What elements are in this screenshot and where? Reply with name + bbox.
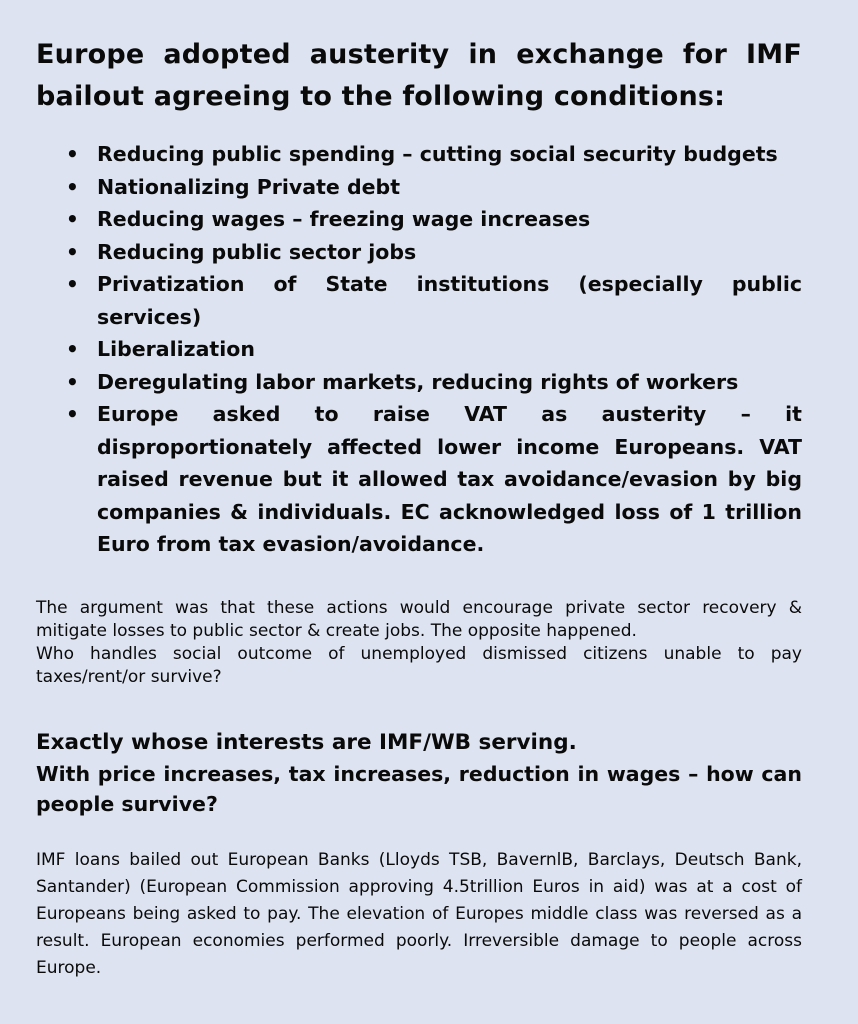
- bullet-icon: •: [66, 369, 79, 394]
- bullet-icon: •: [66, 207, 79, 231]
- condition-item: [66, 138, 802, 171]
- condition-item: [66, 203, 802, 236]
- conditions-list: [36, 138, 802, 561]
- condition-text: Europe asked to raise VAT as austerity – it disproportionately affected lower income Europeans. VAT raised revenue but it allowed tax avoidance/evasion by big companies & individuals. EC acknowledged loss of 1 trillion Euro from tax evasion/avoidance.: [97, 402, 802, 556]
- page-title: Europe adopted austerity in exchange for IMF bailout agreeing to the following conditions:: [36, 39, 802, 112]
- condition-text: Reducing public spending – cutting social security budgets: [97, 142, 778, 166]
- condition-item: [66, 268, 802, 333]
- condition-item: [66, 236, 802, 269]
- bullet-icon: •: [66, 174, 79, 199]
- bullet-icon: •: [66, 272, 79, 296]
- condition-text: Liberalization: [97, 337, 255, 361]
- condition-item: [66, 171, 802, 204]
- condition-text: Reducing public sector jobs: [97, 239, 417, 264]
- condition-item: [66, 333, 802, 366]
- question-paragraph: Who handles social outcome of unemployed dismissed citizens unable to pay taxes/rent/or survive?: [36, 643, 802, 687]
- condition-item: [66, 366, 802, 399]
- loans-paragraph: IMF loans bailed out European Banks (Lloyds TSB, BavernlB, Barclays, Deutsch Bank, Santander) (European Commission approving 4.5trillion Euros in aid) was at a cost of Europeans being asked to pay. The elevation of Europes middle class was reversed as a result. European economies performed poorly. Irreversible damage to people across Europe.: [36, 849, 802, 978]
- subheading-interests: Exactly whose interests are IMF/WB serving.: [36, 729, 577, 755]
- argument-paragraph: The argument was that these actions would encourage private sector recovery & mitigate losses to public sector & create jobs. The opposite happened.: [36, 597, 802, 641]
- condition-text: Nationalizing Private debt: [97, 174, 400, 199]
- bullet-icon: •: [66, 142, 79, 166]
- condition-text: Reducing wages – freezing wage increases: [97, 207, 591, 231]
- bullet-icon: •: [66, 239, 79, 264]
- condition-item: [66, 398, 802, 561]
- subheading-survival: With price increases, tax increases, reduction in wages – how can people survive?: [36, 761, 802, 816]
- condition-text: Deregulating labor markets, reducing rights of workers: [97, 369, 739, 394]
- bullet-icon: •: [66, 402, 79, 426]
- bullet-icon: •: [66, 337, 79, 361]
- condition-text: Privatization of State institutions (especially public services): [97, 272, 802, 329]
